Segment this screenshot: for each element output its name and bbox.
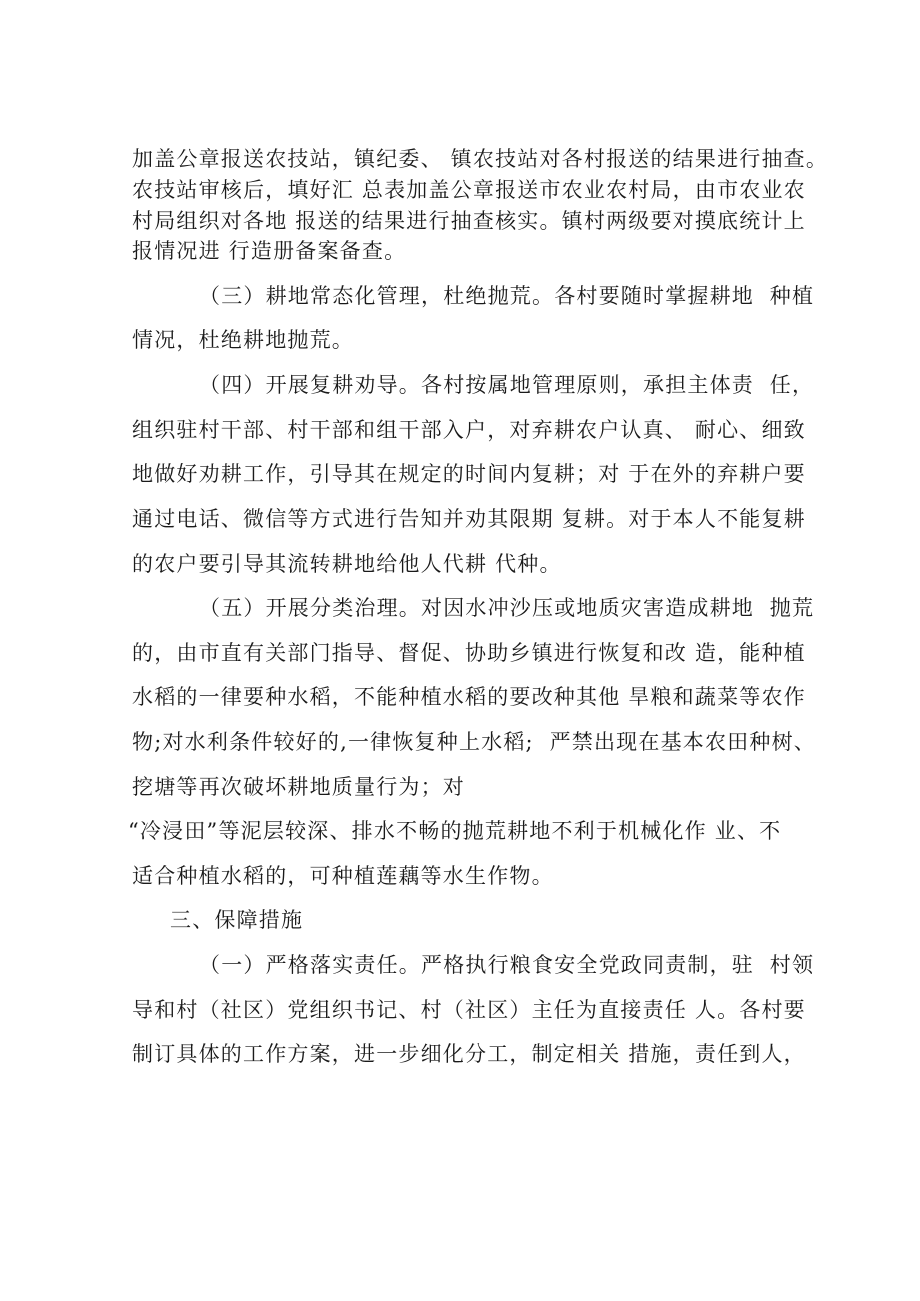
text-line: 地做好劝耕工作，引导其在规定的时间内复耕；对 于在外的弃耕户要 xyxy=(132,462,806,486)
text-line: 导和村（社区）党组织书记、村（社区）主任为直接责任 人。各村要 xyxy=(132,998,806,1022)
section-heading: 三、保障措施 xyxy=(170,908,304,932)
paragraph-heading-line: （一）严格落实责任。严格执行粮食安全党政同责制，驻 村领 xyxy=(199,953,815,977)
text-line: 农技站审核后，填好汇 总表加盖公章报送市农业农村局，由市农业农 xyxy=(132,178,806,202)
text-line: 挖塘等再次破坏耕地质量行为；对 xyxy=(132,775,465,799)
paragraph-heading-line: （四）开展复耕劝导。各村按属地管理原则，承担主体责 任， xyxy=(199,373,815,397)
text-line: 情况，杜绝耕地抛荒。 xyxy=(132,328,354,352)
text-line: 的，由市直有关部门指导、督促、协助乡镇进行恢复和改 造，能种植 xyxy=(132,641,806,665)
text-line: 适合种植水稻的，可种植莲藕等水生作物。 xyxy=(132,864,554,888)
text-line: “冷浸田”等泥层较深、排水不畅的抛荒耕地不利于机械化作 业、不 xyxy=(128,819,782,843)
text-line: 报情况进 行造册备案备查。 xyxy=(132,239,407,263)
text-line: 通过电话、微信等方式进行告知并劝其限期 复耕。对于本人不能复耕 xyxy=(132,507,806,531)
text-line: 加盖公章报送农技站，镇纪委、 镇农技站对各村报送的结果进行抽查。 xyxy=(132,147,829,171)
paragraph-heading-line: （五）开展分类治理。对因水冲沙压或地质灾害造成耕地 抛荒 xyxy=(199,596,815,620)
text-line: 制订具体的工作方案，进一步细化分工，制定相关 措施，责任到人， xyxy=(132,1042,806,1066)
text-line: 组织驻村干部、村干部和组干部入户，对弃耕农户认真、 耐心、细致 xyxy=(132,418,806,442)
paragraph-heading-line: （三）耕地常态化管理，杜绝抛荒。各村要随时掌握耕地 种植 xyxy=(199,284,815,308)
text-line: 水稻的一律要种水稻，不能种植水稻的要改种其他 旱粮和蔬菜等农作 xyxy=(132,685,806,709)
text-line: 村局组织对各地 报送的结果进行抽查核实。镇村两级要对摸底统计上 xyxy=(132,209,806,233)
text-line: 的农户要引导其流转耕地给他人代耕 代种。 xyxy=(132,552,562,576)
text-line: 物;对水利条件较好的,一律恢复种上水稻; 严禁出现在基本农田种树、 xyxy=(132,730,816,754)
